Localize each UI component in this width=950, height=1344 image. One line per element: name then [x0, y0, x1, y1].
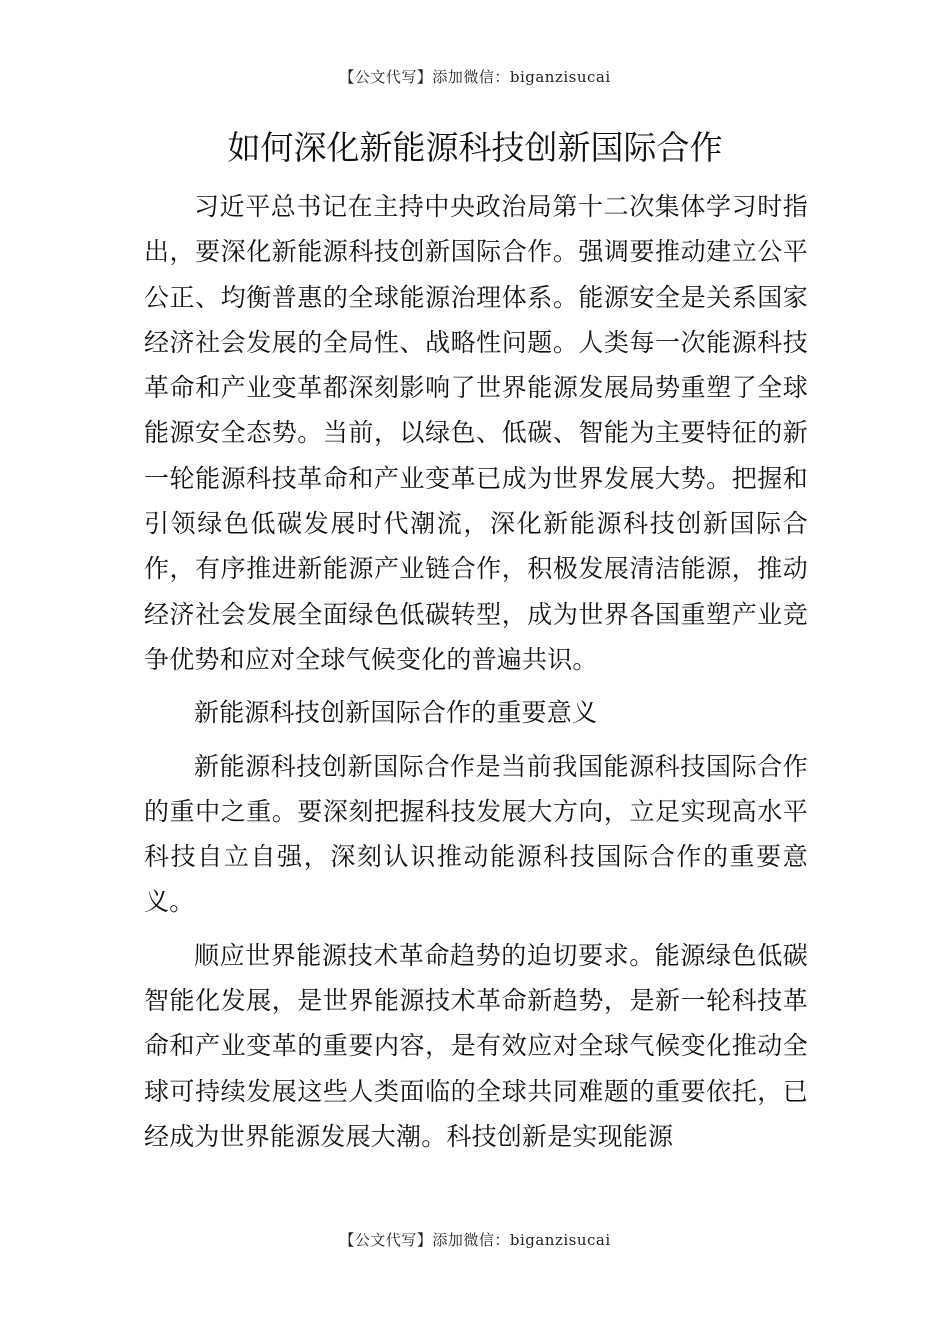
section-heading: 新能源科技创新国际合作的重要意义 — [194, 698, 598, 728]
body-paragraph: 顺应世界能源技术革命趋势的迫切要求。能源绿色低碳智能化发展，是世界能源技术革命新趋势，是新一轮科技革命和产业变革的重要内容，是有效应对全球气候变化推动全球可持续发展这些人类面临的全球共同难题的重要依托，已经成为世界能源发展大潮。科技创新是实现能源 — [144, 940, 808, 1151]
document-title: 如何深化新能源科技创新国际合作 — [227, 128, 723, 167]
header-watermark-note: 【公文代写】添加微信：biganzisucai — [339, 68, 611, 86]
body-paragraph: 新能源科技创新国际合作是当前我国能源科技国际合作的重中之重。要深刻把握科技发展大方向，立足实现高水平科技自立自强，深刻认识推动能源科技国际合作的重要意义。 — [144, 751, 808, 917]
footer-watermark-note: 【公文代写】添加微信：biganzisucai — [339, 1231, 611, 1249]
intro-paragraph: 习近平总书记在主持中央政治局第十二次集体学习时指出，要深化新能源科技创新国际合作。强调要推动建立公平公正、均衡普惠的全球能源治理体系。能源安全是关系国家经济社会发展的全局性、战略性问题。人类每一次能源科技革命和产业变革都深刻影响了世界能源发展局势重塑了全球能源安全态势。当前，以绿色、低碳、智能为主要特征的新一轮能源科技革命和产业变革已成为世界发展大势。把握和引领绿色低碳发展时代潮流，深化新能源科技创新国际合作，有序推进新能源产业链合作，积极发展清洁能源，推动经济社会发展全面绿色低碳转型，成为世界各国重塑产业竞争优势和应对全球气候变化的普遍共识。 — [144, 192, 808, 674]
document-body — [144, 184, 808, 1159]
